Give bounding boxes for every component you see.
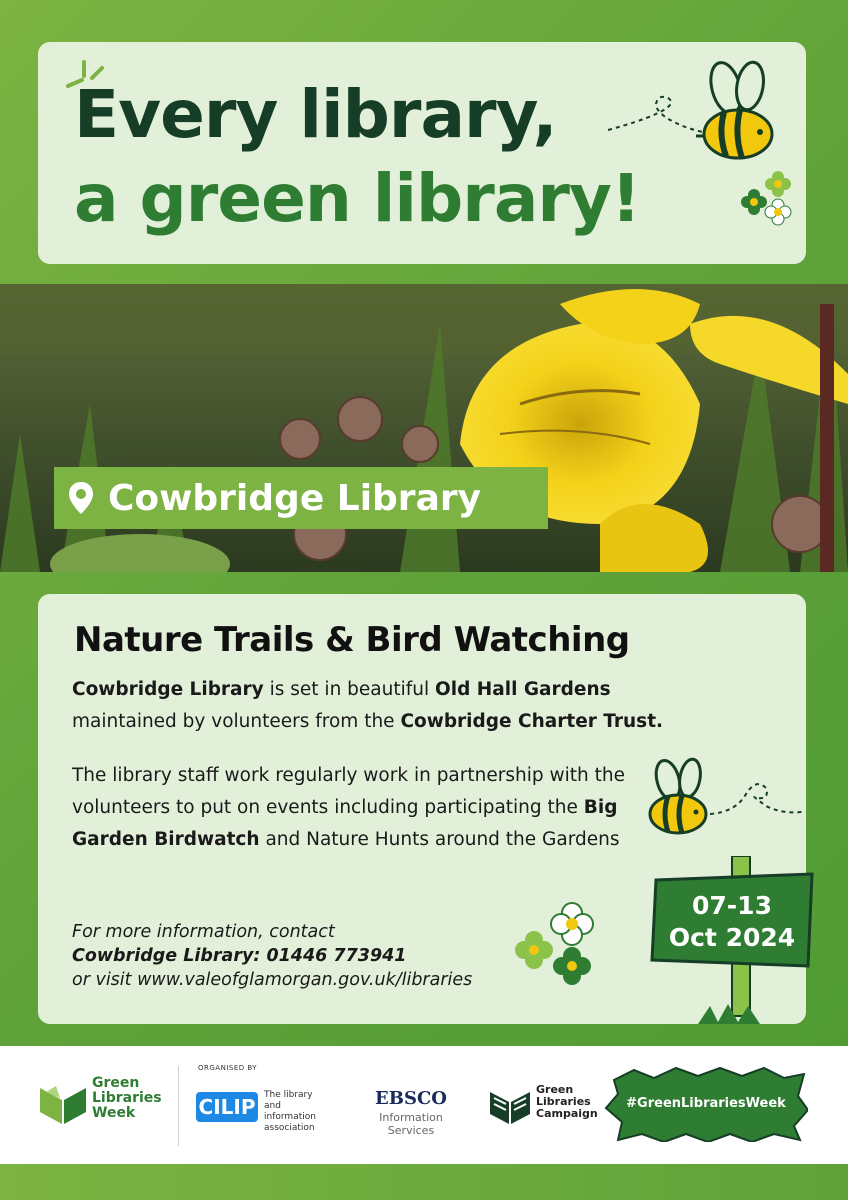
info-card [38, 594, 806, 1024]
leaf-book-icon [38, 1082, 88, 1126]
flower-icon [512, 896, 612, 990]
contact-info [72, 920, 472, 992]
glc-line-1: Green [536, 1083, 574, 1096]
cilip-logo: CILIP [196, 1092, 258, 1122]
flower-icon [738, 170, 798, 230]
events-paragraph [72, 760, 632, 856]
bee-icon [646, 754, 806, 844]
trust-name-text: Cowbridge Charter Trust. [400, 711, 664, 732]
sponsor-footer [0, 1046, 848, 1164]
headline-line-1: Every library, [74, 76, 557, 153]
leaf-book-icon [488, 1086, 532, 1126]
intro-paragraph [72, 674, 772, 738]
intro-text-2: maintained by volunteers from the [72, 711, 401, 732]
date-range: 07-13 [692, 891, 772, 920]
footer-divider [178, 1066, 179, 1146]
contact-intro: For more information, contact [72, 922, 335, 942]
glc-logo-text [536, 1084, 598, 1120]
cilip-tagline-1: The library [264, 1090, 313, 1100]
contact-website: or visit www.valeofglamorgan.gov.uk/libraries [72, 970, 473, 990]
contact-phone: Cowbridge Library: 01446 773941 [72, 946, 407, 966]
bee-icon [598, 52, 788, 162]
events-text-2: and Nature Hunts around the Gardens [259, 829, 620, 850]
ebsco-logo [356, 1088, 466, 1137]
library-name-text: Cowbridge Library [72, 679, 264, 700]
event-dates [666, 890, 798, 954]
birdwatch-name-text: Big Garden Birdwatch [72, 797, 618, 850]
header-card [38, 42, 806, 264]
location-banner [54, 467, 548, 529]
glw-logo-text [92, 1076, 162, 1121]
cilip-tagline-2: and information [264, 1101, 316, 1122]
ebsco-name: EBSCO [375, 1088, 447, 1109]
location-pin-icon [68, 481, 94, 515]
footer-bottom-band [0, 1164, 848, 1200]
glc-line-3: Campaign [536, 1107, 598, 1120]
glw-line-1: Green [92, 1075, 140, 1091]
glc-line-2: Libraries [536, 1095, 591, 1108]
intro-text: is set in beautiful [263, 679, 436, 700]
glw-line-2: Libraries [92, 1090, 162, 1106]
cilip-tagline-3: association [264, 1123, 315, 1133]
location-name: Cowbridge Library [108, 477, 482, 519]
events-text: The library staff work regularly work in partnership with the volunteers to put on events including participating the [72, 765, 625, 818]
organised-by-label: ORGANISED BY [198, 1064, 258, 1072]
ebsco-tagline: Information Services [379, 1111, 443, 1137]
hashtag-text: #GreenLibrariesWeek [626, 1096, 786, 1111]
event-heading: Nature Trails & Bird Watching [74, 620, 630, 660]
cilip-tagline [264, 1090, 334, 1134]
date-month-year: Oct 2024 [668, 923, 796, 952]
headline-line-2: a green library! [74, 160, 641, 237]
glw-line-3: Week [92, 1105, 136, 1121]
gardens-name-text: Old Hall Gardens [435, 679, 611, 700]
